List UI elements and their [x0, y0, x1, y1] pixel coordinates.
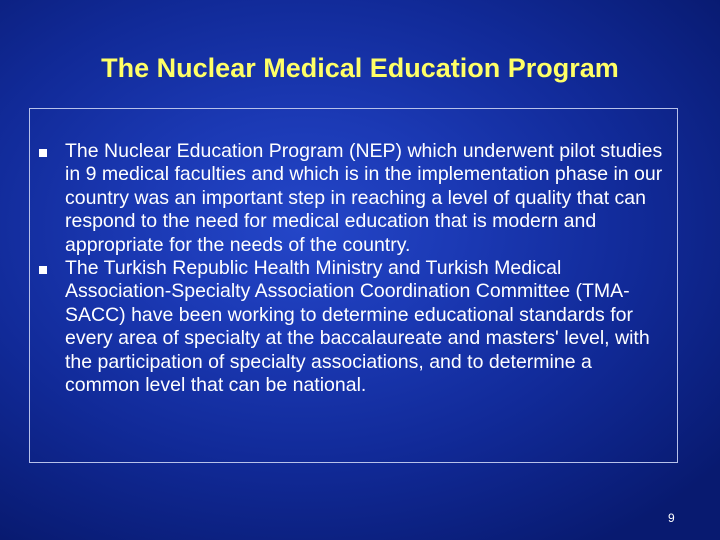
bullet-item [30, 140, 677, 257]
square-bullet-icon [39, 266, 47, 274]
content-box [29, 108, 678, 463]
page-number: 9 [668, 511, 675, 525]
square-bullet-icon [39, 149, 47, 157]
bullet-text: The Nuclear Education Program (NEP) which underwent pilot studies in 9 medical faculties and which is in the implementation phase in our country was an important step in reaching a level of quality that can respond to the need for medical education that is modern and appropriate for the needs of the country. [65, 140, 663, 256]
slide-title: The Nuclear Medical Education Program [101, 53, 619, 83]
bullet-item [30, 257, 677, 397]
bullet-list [30, 140, 677, 397]
bullet-text: The Turkish Republic Health Ministry and Turkish Medical Association-Specialty Association Coordination Committee (TMA-SACC) have been working to determine educational standards for every area of specialty at the baccalaureate and masters' level, with the participation of specialty associations, and to determine a common level that can be national. [65, 257, 650, 397]
